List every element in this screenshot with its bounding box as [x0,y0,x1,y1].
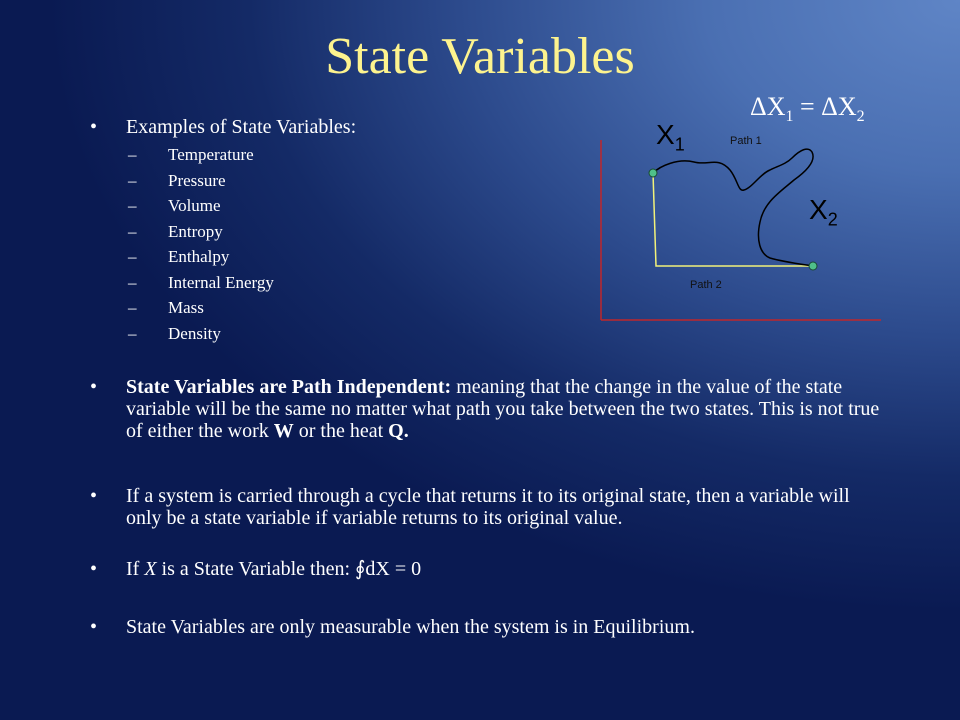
path-diagram [590,86,910,336]
bullet-dot: • [90,376,98,398]
bullet-dot: • [90,116,98,138]
example-item: – Enthalpy [128,247,230,266]
path-2-line [653,173,813,266]
x1-label: $X_1$ [656,119,685,155]
example-item: – Temperature [128,145,254,164]
state-point-x1 [649,169,657,177]
path-2-label: Path 2 [690,279,722,291]
example-item: – Density [128,323,221,343]
bullet-dot: • [90,485,98,507]
path-1-label: Path 1 [730,135,762,147]
examples-heading: Examples of State Variables: [126,116,357,138]
example-item: – Mass [128,298,204,317]
example-item: – Volume [128,196,221,215]
example-item: – Internal Energy [128,272,274,292]
integral-x: X [144,558,157,580]
work-symbol: W [273,420,294,442]
bullet-cycle: • If a system is carried through a cycle that returns it to its original state, then a variable will only be a state variable if variable returns to its original value. [90,485,850,529]
path-independent-bold: State Variables are Path Independent: [126,376,452,398]
example-item: – Pressure [128,170,226,190]
path-1-line [653,149,813,266]
delta-equation: $\Delta X_1 = \Delta X_2$ [750,92,865,126]
heat-symbol: Q. [388,420,409,442]
bullet-path-independent: • State Variables are Path Independent: meaning that the change in the value of the state variable will be the same no matter what path you take between the two states. This is not true of either the work W or the heat Q. [90,376,880,442]
example-item: – Entropy [128,221,223,241]
slide-title: State Variables [325,28,635,85]
bullet-dot: • [90,558,98,580]
bullet-dot: • [90,616,98,638]
x2-label: $X_2$ [809,194,838,230]
state-point-x2 [809,262,817,270]
bullet-integral: • If X is a State Variable then: ∮dX = 0 [90,558,422,580]
bullet-equilibrium: • State Variables are only measurable when the system is in Equilibrium. [90,616,695,638]
